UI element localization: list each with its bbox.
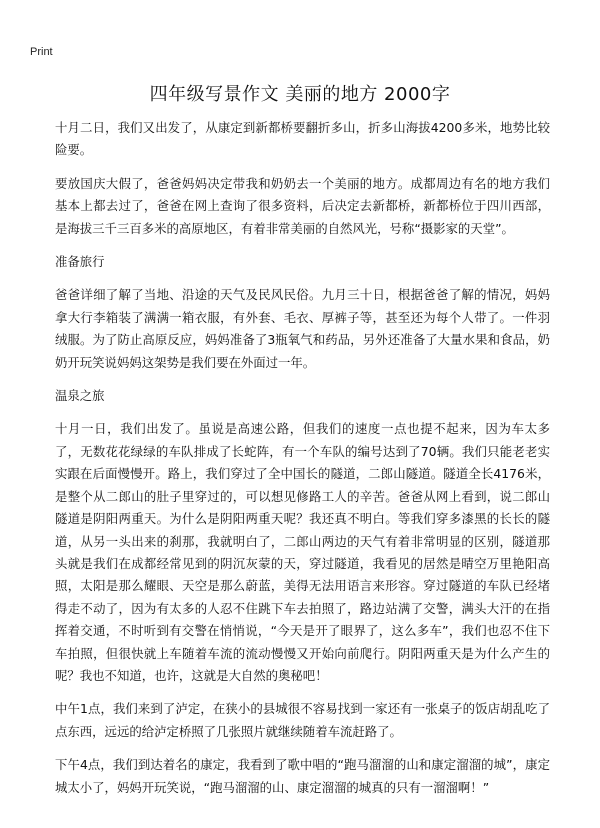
paragraph-kangding: 下午4点，我们到达着名的康定，我看到了歌中唱的“跑马溜溜的山和康定溜溜的城”，康定城太小了，妈妈开玩笑说，“跑马溜溜的山、康定溜溜的城真的只有一溜溜啊！”	[55, 757, 550, 795]
section-heading-hot-spring: 温泉之旅	[55, 388, 105, 404]
paragraph-luding: 中午1点，我们来到了泸定，在狭小的县城很不容易找到一家还有一张桌子的饭店胡乱吃了点东西，远远的给泸定桥照了几张照片就继续随着车流赶路了。	[55, 701, 550, 739]
paragraph-holiday: 要放国庆大假了，爸爸妈妈决定带我和奶奶去一个美丽的地方。成都周边有名的地方我们基本上都去过了，爸爸在网上查询了很多资料，后决定去新都桥，新都桥位于四川西部，是海拔三千三百多米的高原地区，有着非常美丽的自然风光，号称“摄影家的天堂”。	[55, 175, 550, 236]
article-body	[55, 117, 550, 810]
paragraph-journey: 十月一日，我们出发了。虽说是高速公路，但我们的速度一点也提不起来，因为车太多了，无数花花绿绿的车队排成了长蛇阵，有一个车队的编号达到了70辆。我们只能老老实实跟在后面慢慢开。路上，我们穿过了全中国长的隧道，二郎山隧道。隧道全长4176米，是整个从二郎山的肚子里穿过的，可以想见修路工人的辛苦。爸爸从网上看到，说二郎山隧道是阴阳两重天。为什么是阴阳两重天呢？我还真不明白。等我们穿多漆黑的长长的隧道，从另一头出来的刹那，我就明白了，二郎山两边的天气有着非常明显的区别，隧道那头就是我们在成都经常见到的阴沉灰蒙的天，穿过隧道，我看见的居然是晴空万里艳阳高照，太阳是那么耀眼、天空是那么蔚蓝，美得无法用语言来形容。穿过隧道的车队已经堵得走不动了，因为有太多的人忍不住跳下车去拍照了，路边站满了交警，满头大汗的在指挥着交通，不时听到有交警在悄悄说，“今天是开了眼界了，这么多车”，我们也忍不住下车拍照，但很快就上车随着车流的流动慢慢又开始向前爬行。阴阳两重天是为什么产生的呢？我也不知道，也许，这就是大自然的奥秘吧！	[55, 421, 550, 683]
print-label: Print	[30, 46, 53, 58]
section-heading-preparation: 准备旅行	[55, 254, 105, 270]
paragraph-intro: 十月二日，我们又出发了，从康定到新都桥要翻折多山，折多山海拔4200多米，地势比较险要。	[55, 120, 550, 158]
paragraph-preparation: 爸爸详细了解了当地、沿途的天气及民风民俗。九月三十日，根据爸爸了解的情况，妈妈拿大行李箱装了满满一箱衣服，有外套、毛衣、厚裤子等，甚至还为每个人带了。一件羽绒服。为了防止高原反应，妈妈准备了3瓶氧气和药品，另外还准备了大量水果和食品，奶奶开玩笑说妈妈这架势是我们要在外面过一年。	[55, 287, 550, 370]
article-title: 四年级写景作文 美丽的地方 2000字	[149, 84, 451, 105]
